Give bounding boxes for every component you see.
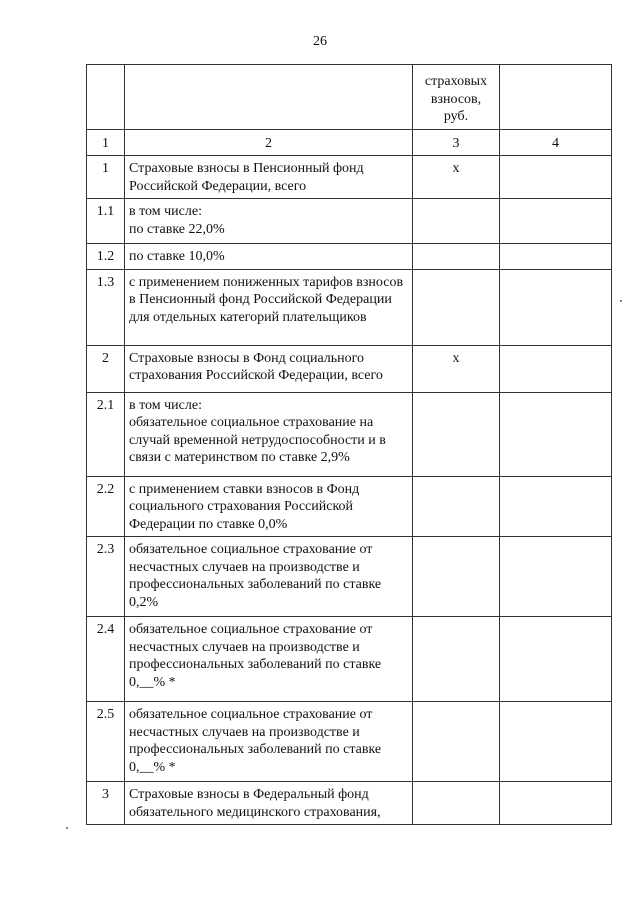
row-number: 1 — [87, 156, 125, 199]
row-amount — [413, 782, 500, 825]
column-number: 1 — [87, 129, 125, 156]
row-amount — [413, 537, 500, 617]
row-amount — [413, 702, 500, 782]
table-row — [87, 199, 612, 244]
row-number: 2.5 — [87, 702, 125, 782]
table-row — [87, 244, 612, 270]
table-row — [87, 782, 612, 825]
table-row — [87, 702, 612, 782]
row-number: 2.4 — [87, 617, 125, 702]
row-number: 2.2 — [87, 476, 125, 537]
row-extra — [500, 392, 612, 476]
row-amount — [413, 199, 500, 244]
row-number: 2.3 — [87, 537, 125, 617]
table-row — [87, 156, 612, 199]
row-description: в том числе: обязательное социальное страхование на случай временной нетрудоспособности и в связи с материнством по ставке 2,9% — [125, 392, 413, 476]
row-description: Страховые взносы в Фонд социального страхования Российской Федерации, всего — [125, 345, 413, 392]
row-description: с применением пониженных тарифов взносов в Пенсионный фонд Российской Федерации для отдельных категорий плательщиков — [125, 269, 413, 345]
row-number: 1.3 — [87, 269, 125, 345]
column-number: 2 — [125, 129, 413, 156]
table-row — [87, 392, 612, 476]
table-row — [87, 269, 612, 345]
row-amount — [413, 269, 500, 345]
row-description: Страховые взносы в Пенсионный фонд Российской Федерации, всего — [125, 156, 413, 199]
scan-speck — [66, 827, 68, 829]
header-cell — [87, 65, 125, 130]
row-number: 3 — [87, 782, 125, 825]
row-amount: x — [413, 345, 500, 392]
scan-speck — [620, 300, 622, 302]
row-description: в том числе: по ставке 22,0% — [125, 199, 413, 244]
row-extra — [500, 476, 612, 537]
row-description: по ставке 10,0% — [125, 244, 413, 270]
row-number: 2.1 — [87, 392, 125, 476]
row-amount — [413, 617, 500, 702]
table-row — [87, 537, 612, 617]
row-number: 1.2 — [87, 244, 125, 270]
table-row — [87, 476, 612, 537]
table-body — [87, 65, 612, 825]
column-number: 3 — [413, 129, 500, 156]
column-number: 4 — [500, 129, 612, 156]
row-extra — [500, 345, 612, 392]
row-description: обязательное социальное страхование от несчастных случаев на производстве и профессиональных заболеваний по ставке 0,__% * — [125, 617, 413, 702]
contributions-table — [86, 64, 612, 825]
row-extra — [500, 617, 612, 702]
row-amount — [413, 476, 500, 537]
row-number: 1.1 — [87, 199, 125, 244]
row-extra — [500, 782, 612, 825]
row-extra — [500, 156, 612, 199]
row-amount — [413, 244, 500, 270]
row-extra — [500, 269, 612, 345]
row-description: обязательное социальное страхование от несчастных случаев на производстве и профессиональных заболеваний по ставке 0,2% — [125, 537, 413, 617]
row-extra — [500, 199, 612, 244]
page-number: 26 — [313, 34, 327, 49]
row-amount: x — [413, 156, 500, 199]
row-extra — [500, 702, 612, 782]
row-description: обязательное социальное страхование от несчастных случаев на производстве и профессиональных заболеваний по ставке 0,__% * — [125, 702, 413, 782]
row-amount — [413, 392, 500, 476]
row-description: Страховые взносы в Федеральный фонд обязательного медицинского страхования, — [125, 782, 413, 825]
row-extra — [500, 537, 612, 617]
row-extra — [500, 244, 612, 270]
table-row — [87, 345, 612, 392]
column-number-row — [87, 129, 612, 156]
row-number: 2 — [87, 345, 125, 392]
row-description: с применением ставки взносов в Фонд социального страхования Российской Федерации по ставке 0,0% — [125, 476, 413, 537]
header-cell — [500, 65, 612, 130]
table-header-row — [87, 65, 612, 130]
table-row — [87, 617, 612, 702]
header-cell: страховых взносов, руб. — [413, 65, 500, 130]
header-cell — [125, 65, 413, 130]
